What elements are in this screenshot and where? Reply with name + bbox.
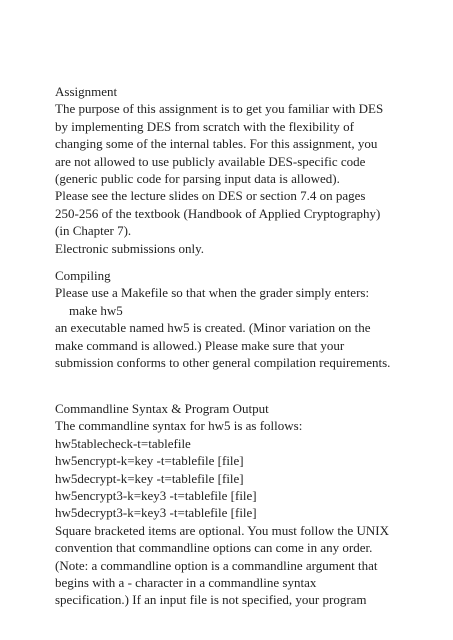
commandline-heading: Commandline Syntax & Program Output bbox=[55, 401, 269, 416]
paragraph-line: (generic public code for parsing input data is allowed). bbox=[55, 170, 340, 186]
paragraph-line: are not allowed to use publicly available DES-specific code bbox=[55, 153, 366, 169]
assignment-heading: Assignment bbox=[55, 84, 118, 99]
paragraph-line: convention that commandline options can come in any order. bbox=[55, 540, 373, 556]
paragraph-line: changing some of the internal tables. For this assignment, you bbox=[55, 136, 378, 152]
syntax-line: hw5decrypt3-k=key3 -t=tablefile [file] bbox=[55, 505, 257, 521]
paragraph-line: Square bracketed items are optional. You must follow the UNIX bbox=[55, 522, 389, 538]
paragraph-line: Please use a Makefile so that when the grader simply enters: bbox=[55, 285, 370, 301]
paragraph-line: make command is allowed.) Please make sure that your bbox=[55, 337, 345, 353]
paragraph-line: (in Chapter 7). bbox=[55, 223, 132, 239]
commandline-section bbox=[55, 400, 445, 609]
compiling-heading: Compiling bbox=[55, 268, 111, 283]
paragraph-line: 250-256 of the textbook (Handbook of Applied Cryptography) bbox=[55, 205, 381, 221]
make-command: make hw5 bbox=[69, 302, 123, 318]
paragraph-line: The purpose of this assignment is to get you familiar with DES bbox=[55, 101, 384, 117]
paragraph-line: The commandline syntax for hw5 is as follows: bbox=[55, 418, 303, 434]
paragraph-line: Please see the lecture slides on DES or section 7.4 on pages bbox=[55, 188, 366, 204]
syntax-line: hw5encrypt-k=key -t=tablefile [file] bbox=[55, 453, 244, 469]
paragraph-line: specification.) If an input file is not specified, your program bbox=[55, 592, 367, 608]
compiling-section bbox=[55, 267, 445, 371]
syntax-line: hw5decrypt-k=key -t=tablefile [file] bbox=[55, 470, 244, 486]
syntax-line: hw5encrypt3-k=key3 -t=tablefile [file] bbox=[55, 487, 257, 503]
paragraph-line: by implementing DES from scratch with the flexibility of bbox=[55, 118, 354, 134]
paragraph-line: begins with a - character in a commandline syntax bbox=[55, 574, 317, 590]
paragraph-line: (Note: a commandline option is a commandline argument that bbox=[55, 557, 378, 573]
paragraph-line: an executable named hw5 is created. (Minor variation on the bbox=[55, 320, 371, 336]
assignment-section bbox=[55, 83, 445, 257]
paragraph-line: Electronic submissions only. bbox=[55, 240, 205, 256]
syntax-line: hw5tablecheck-t=tablefile bbox=[55, 435, 191, 451]
paragraph-line: submission conforms to other general compilation requirements. bbox=[55, 354, 391, 370]
